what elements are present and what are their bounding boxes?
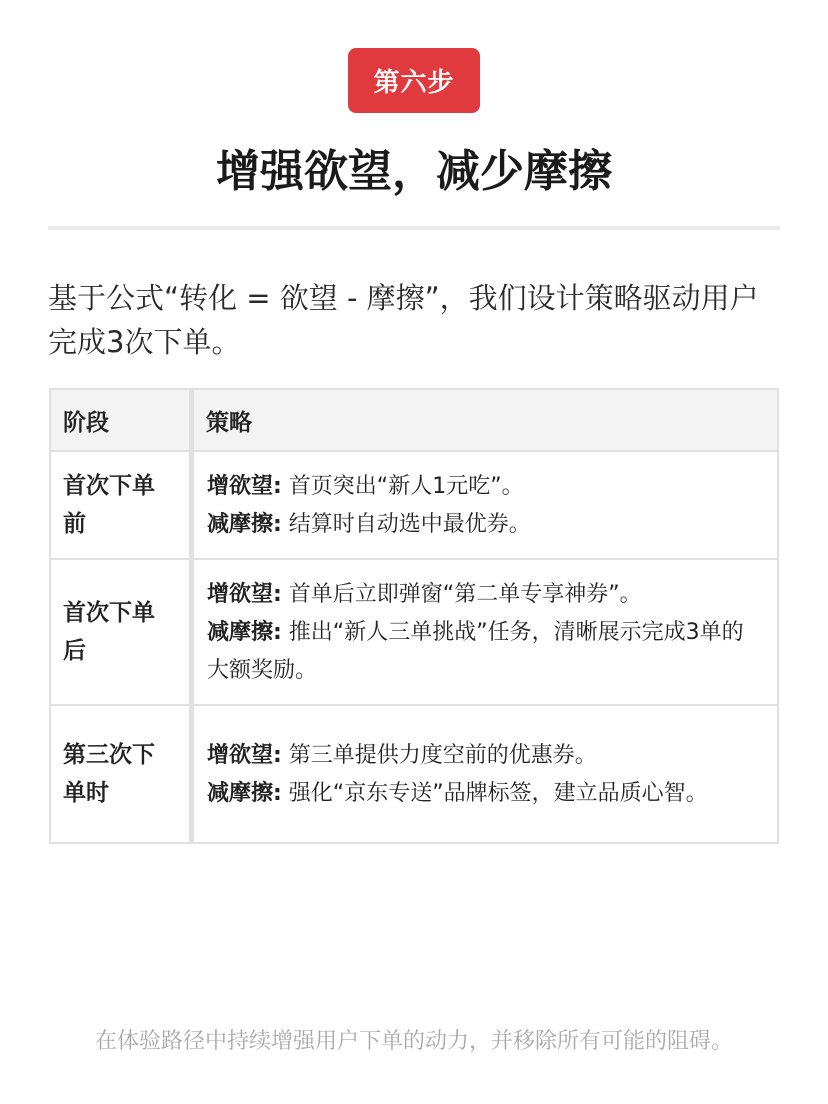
strategy-line	[207, 775, 763, 813]
strategy-tag: 减摩擦:	[207, 512, 282, 537]
strategy-tag: 增欲望:	[207, 474, 282, 499]
intro-paragraph: 基于公式“转化 = 欲望 - 摩擦”，我们设计策略驱动用户完成3次下单。	[48, 281, 759, 359]
strategy-table	[49, 388, 779, 844]
strategy-cell	[192, 451, 779, 559]
table-row	[50, 559, 778, 705]
page-title: 增强欲望，减少摩擦	[216, 146, 612, 197]
strategy-line	[207, 576, 763, 614]
strategy-tag: 增欲望:	[207, 743, 282, 768]
stage-cell: 第三次下单时	[50, 705, 192, 843]
strategy-tag: 减摩擦:	[207, 620, 282, 645]
strategy-line	[207, 468, 763, 506]
table-row	[50, 451, 778, 559]
strategy-line	[207, 737, 763, 775]
strategy-tag: 减摩擦:	[207, 781, 282, 806]
header-strategy: 策略	[192, 389, 779, 451]
strategy-line	[207, 614, 763, 690]
table-row	[50, 705, 778, 843]
strategy-line	[207, 506, 763, 544]
strategy-cell	[192, 705, 779, 843]
table-header-row	[50, 389, 778, 451]
strategy-tag: 增欲望:	[207, 582, 282, 607]
strategy-text: 第三单提供力度空前的优惠券。	[281, 743, 597, 768]
strategy-cell	[192, 559, 779, 705]
strategy-text: 首单后立即弹窗“第二单专享神券”。	[281, 582, 642, 607]
stage-cell: 首次下单后	[50, 559, 192, 705]
footer-note: 在体验路径中持续增强用户下单的动力，并移除所有可能的阻碍。	[94, 1029, 733, 1054]
header-stage: 阶段	[50, 389, 192, 451]
strategy-text: 强化“京东专送”品牌标签，建立品质心智。	[281, 781, 708, 806]
title-divider	[48, 226, 780, 230]
stage-cell: 首次下单前	[50, 451, 192, 559]
strategy-text: 首页突出“新人1元吃”。	[281, 474, 524, 499]
strategy-text: 推出“新人三单挑战”任务，清晰展示完成3单的大额奖励。	[207, 620, 744, 683]
step-badge: 第六步	[348, 48, 480, 113]
strategy-text: 结算时自动选中最优券。	[281, 512, 531, 537]
